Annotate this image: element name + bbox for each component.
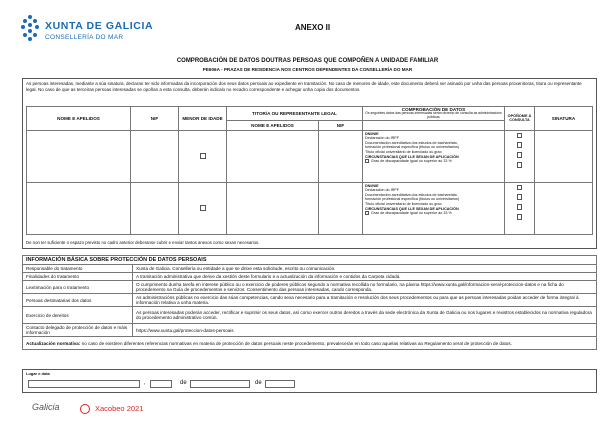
col-header-sign: SINATURA xyxy=(535,107,593,131)
info-update-text: no caso de existiren diferentes referencias normativas en materia de protección de datos persoais neste procedemento, prevalecerán en todo caso aquelas relativas ao Regulamento xeral de protección de datos. xyxy=(80,340,512,346)
info-text: Xunta de Galicia. Consellería ou entidade a que se dirixe esta solicitude, escrito ou comunicación. xyxy=(133,265,597,273)
consult-item: formación profesional específica (títulos ou universitarios) xyxy=(365,145,460,150)
minor-cell xyxy=(179,130,227,182)
persons-table xyxy=(26,106,593,235)
consult-item-label: Grao de discapacidade igual ou superior ao 33 % xyxy=(371,211,452,216)
month-field[interactable] xyxy=(190,380,250,388)
minor-checkbox[interactable] xyxy=(200,153,206,159)
guardian-name-cell[interactable] xyxy=(227,182,319,234)
data-protection-table xyxy=(22,255,597,350)
col-header-guardian: TITOR/A OU REPRESENTANTE LEGAL xyxy=(227,107,363,121)
oppose-checkbox[interactable] xyxy=(517,162,523,168)
guardian-name-cell[interactable] xyxy=(227,130,319,182)
col-header-guardian-nif: NIF xyxy=(319,120,363,130)
oppose-checkbox[interactable] xyxy=(517,214,523,220)
intro-text: As persoas interesadas, mediante a súa sinatura, declaran ter sido informadas da incorporación dos seus datos persoais ao expediente en tramitación. No caso de menores de idade, este documento deberá ser asinado por unha das persoas proxenitoras, titora ou representante legal. No caso de que as terceiras persoas interesadas se opoñan a esta consulta, deberán indicalo no recadro correspondente e achegar unha copia dos documentos. xyxy=(26,81,582,92)
oppose-checkbox[interactable] xyxy=(517,133,523,139)
xunta-logo xyxy=(20,12,154,46)
col-header-name: NOME E APELIDOS xyxy=(27,107,131,131)
col-header-check-blank xyxy=(363,120,505,130)
col-header-guardian-name: NOME E APELIDOS xyxy=(227,120,319,130)
col-header-check-title: COMPROBACIÓN DE DATOS xyxy=(401,107,466,112)
person-name-cell[interactable] xyxy=(27,182,131,234)
oppose-cell xyxy=(505,130,535,182)
info-label: Exercicio de dereitos xyxy=(23,307,133,324)
consult-item: Declaración do IRPF xyxy=(365,136,400,141)
table-note: De non ter suficiente o espazo previsto no cadro anterior deberanse cubrir e enviar tantos anexos como sexan necesarios. xyxy=(26,240,260,245)
signature-cell[interactable] xyxy=(535,130,593,182)
de-separator: de xyxy=(180,380,187,386)
info-label: Responsable do tratamento xyxy=(23,265,133,273)
consult-item: formación profesional específica (títulos ou universitarios) xyxy=(365,197,460,202)
consultation-list xyxy=(363,130,505,182)
info-text: As persoas interesadas poderán acceder, rectificar e suprimir os seus datos, así como exercer outros dereitos a través da sede electrónica da Xunta de Galicia ou nos lugares e rexistros establecidos na normativa reguladora do procedemento administrativo común. xyxy=(133,307,597,324)
oppose-checkbox[interactable] xyxy=(517,194,523,200)
info-update-label: Actualización normativa: xyxy=(26,340,81,346)
place-date-label: Lugar e data xyxy=(26,371,50,376)
col-header-oppose: OPÓÑOME Á CONSULTA xyxy=(505,107,535,131)
info-label: Lexitimación para o tratamento xyxy=(23,281,133,294)
consult-item: DNI/NIE xyxy=(365,183,379,188)
consultation-list xyxy=(363,182,505,234)
info-text: A tramitación administrativa que derive da xestión deste formulario e a actualización da información e contidos da Carpeta cidadá. xyxy=(133,273,597,281)
signature-cell[interactable] xyxy=(535,182,593,234)
info-label: Contacto delegado de protección de datos e máis información xyxy=(23,324,133,337)
oppose-checkbox[interactable] xyxy=(517,152,523,158)
oppose-checkbox[interactable] xyxy=(517,142,523,148)
oppose-checkbox[interactable] xyxy=(517,185,523,191)
place-field[interactable] xyxy=(28,380,140,388)
consult-item: DNI/NIE xyxy=(365,131,379,136)
info-text: As administracións públicas no exercicio das súas competencias, cando sexa necesario para a tramitación e resolución dos seus procedementos ou para que as persoas interesadas poidan acceder de forma integral á información relativa a unha materia. xyxy=(133,294,597,307)
guardian-nif-cell[interactable] xyxy=(319,130,363,182)
consult-item-label: Grao de discapacidade igual ou superior ao 33 % xyxy=(371,159,452,164)
document-title: COMPROBACIÓN DE DATOS DOUTRAS PERSOAS QUE COMPOÑEN A UNIDADE FAMILIAR xyxy=(176,58,439,64)
consult-item: Título oficial universitario de licenciado ou grao xyxy=(365,201,442,206)
info-label: Finalidades do tratamento xyxy=(23,273,133,281)
xacobeo-icon xyxy=(80,404,90,414)
disability-checkbox[interactable] xyxy=(365,159,369,163)
col-header-check-note: Os seguintes datos das persoas interesadas serán obxecto de consulta ás administracións públicas xyxy=(365,111,502,119)
consult-item: CIRCUNSTANCIAS QUE LLE SEXAN DE APLICACIÓN xyxy=(365,206,459,211)
consult-item: Documentación acreditativa dos estudos de bacharelato, xyxy=(365,192,458,197)
minor-cell xyxy=(179,182,227,234)
info-update xyxy=(23,337,597,350)
day-field[interactable] xyxy=(150,380,172,388)
info-link[interactable]: https://www.xunta.gal/proteccion-datos-persoais xyxy=(133,324,597,337)
consult-item xyxy=(365,159,502,164)
info-text: O cumprimento dunha tarefa en interese público ou o exercicio de poderes públicos segundo a normativa recollida no formulario, na páxina https://www.xunta.gal/informacion-xeral-proteccion-datos e na ficha do procedemento na Guía de procedementos e servizos. Consentimento das persoas interesadas, cando corresponda. xyxy=(133,281,597,294)
consult-item: CIRCUNSTANCIAS QUE LLE SEXAN DE APLICACIÓN xyxy=(365,154,459,159)
logo-title: XUNTA DE GALICIA xyxy=(45,20,154,32)
year-field[interactable] xyxy=(265,380,295,388)
table-row xyxy=(27,130,593,182)
comma-separator: , xyxy=(144,380,146,386)
disability-checkbox[interactable] xyxy=(365,211,369,215)
person-name-cell[interactable] xyxy=(27,130,131,182)
consult-item: Documentación acreditativa dos estudos de bacharelato, xyxy=(365,140,458,145)
oppose-cell xyxy=(505,182,535,234)
guardian-nif-cell[interactable] xyxy=(319,182,363,234)
oppose-checkbox[interactable] xyxy=(517,204,523,210)
consult-item xyxy=(365,211,502,216)
consult-item: Declaración do IRPF xyxy=(365,188,400,193)
annex-label: ANEXO II xyxy=(295,23,331,32)
minor-checkbox[interactable] xyxy=(200,205,206,211)
de-separator: de xyxy=(255,380,262,386)
col-header-minor: MENOR DE IDADE xyxy=(179,107,227,131)
col-header-check xyxy=(363,107,505,121)
galicia-logo: Galicia xyxy=(32,402,60,412)
xunta-cross-icon xyxy=(20,14,40,42)
xacobeo-logo: Xacobeo 2021 xyxy=(95,404,144,413)
col-header-nif: NIF xyxy=(131,107,179,131)
document-subtitle: PE606A - PRAZAS DE RESIDENCIA NOS CENTROS DEPENDENTES DA CONSELLERÍA DO MAR xyxy=(202,67,413,72)
person-nif-cell[interactable] xyxy=(131,182,179,234)
info-label: Persoas destinatarias dos datos xyxy=(23,294,133,307)
consult-item: Título oficial universitario de licenciado ou grao xyxy=(365,149,442,154)
person-nif-cell[interactable] xyxy=(131,130,179,182)
data-protection-heading: INFORMACIÓN BÁSICA SOBRE PROTECCIÓN DE DATOS PERSOAIS xyxy=(23,256,597,265)
logo-subtitle: CONSELLERÍA DO MAR xyxy=(45,34,124,41)
table-row xyxy=(27,182,593,234)
